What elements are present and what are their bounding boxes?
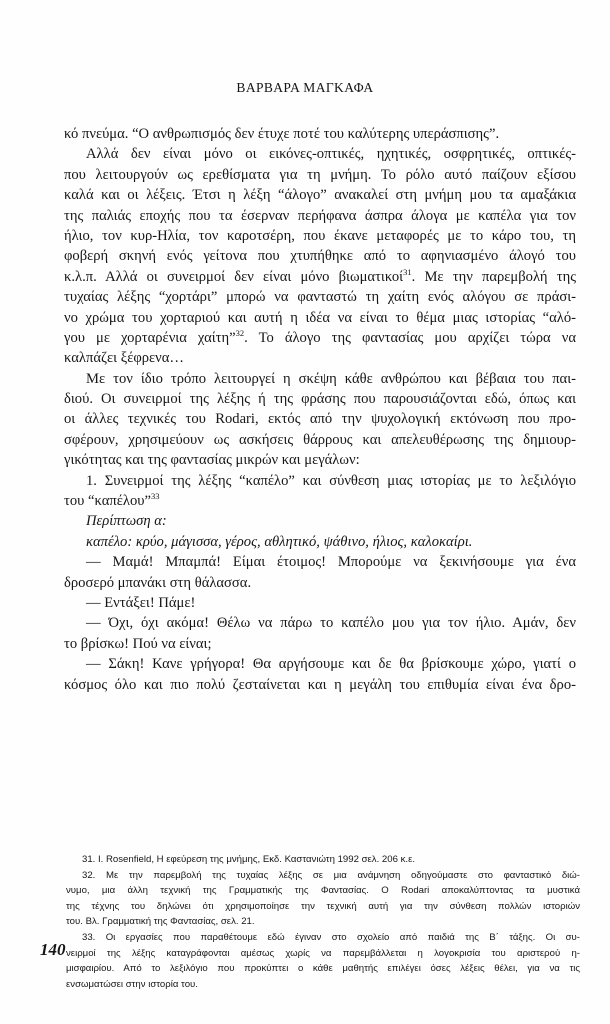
text-line: Αλλά δεν είναι μόνο οι εικόνες-οπτικές, ηχητικές, οσφρητικές, οπτικές- bbox=[86, 146, 576, 163]
text-line: της παλιάς εποχής που τα έσερναν περήφανα άσπρα άλογα με καπέλα για τον bbox=[64, 207, 576, 224]
footnote-line: νυμο, μια άλλη τεχνική της Γραμματικής της Φαντασίας. Ο Rodari αποκαλύπτοντας τα μυστικά bbox=[66, 885, 580, 897]
text-line: σφέρουν, χρησιμεύουν ως ασκήσεις θάρρους και απελευθέρωσης της δημιουρ- bbox=[64, 431, 576, 448]
text-line: Περίπτωση α: bbox=[86, 513, 167, 530]
text-line: γου με χορταρένια χαίτη”$^{32}$. Το άλογο της φαντασίας μου αρχίζει τώρα να bbox=[64, 328, 576, 346]
text-line: — Εντάξει! Πάμε! bbox=[86, 594, 196, 611]
running-header: ΒΑΡΒΑΡΑ ΜΑΓΚΑΦΑ bbox=[236, 80, 374, 95]
text-line: οι άλλες τεχνικές του Rodari, εκτός από την ψυχολογική εκτόνωση που προ- bbox=[64, 411, 576, 428]
footnote-line: 33. Οι εργασίες που παραθέτουμε εδώ έγιναν στο σχολείο από παιδιά της Β΄ τάξης. Οι συ- bbox=[82, 931, 580, 943]
footnote-line: 31. I. Rosenfield, Η εφεύρεση της μνήμης, Εκδ. Καστανιώτη 1992 σελ. 206 κ.ε. bbox=[82, 854, 416, 865]
text-line: τυχαίας λέξης “χορτάρι” μπορώ να φανταστώ τη χαίτη ενός αλόγου σε πράσι- bbox=[64, 289, 576, 306]
text-line: νο χρώμα του χορταριού και αυτή η ιδέα να είναι το θέμα μιας ιστορίας “αλό- bbox=[64, 309, 576, 326]
footnote-line: νειρμοί της λέξης καταγράφονται αμέσως χωρίς να παρεμβάλλεται η λογοκρισία του αριστερού η- bbox=[66, 947, 580, 959]
text-line: Με τον ίδιο τρόπο λειτουργεί η σκέψη κάθε ανθρώπου και βέβαια του παι- bbox=[86, 370, 576, 387]
footnote-reference: 31 bbox=[403, 266, 412, 277]
main-text bbox=[64, 124, 576, 695]
text-line: 1. Συνειρμοί της λέξης “καπέλο” και σύνθεση μιας ιστορίας με το λεξιλόγιο bbox=[86, 472, 576, 489]
text-line: καλά και οι λέξεις. Έτσι η λέξη “άλογο” ανακαλεί στη μνήμη μου τα αμαξάκια bbox=[64, 187, 576, 204]
text-line: γικότητας και της φαντασίας μικρών και μεγάλων: bbox=[64, 452, 360, 469]
text-line: καλπάζει ξέφρενα… bbox=[64, 350, 185, 367]
text-line: κ.λ.π. Αλλά οι συνειρμοί δεν είναι μόνο βιωματικοί$^{31}$. Με την παρεμβολή της bbox=[64, 266, 576, 285]
footnote-line: της τέχνης του δηλώνει ότι χρησιμοποίησε την τεχνική αυτή για την σύνθεση πολλών ιστοριών bbox=[66, 900, 580, 912]
text-line: — Όχι, όχι ακόμα! Θέλω να πάρω το καπέλο μου για τον ήλιο. Αμάν, δεν bbox=[86, 615, 576, 632]
footnotes bbox=[66, 852, 580, 992]
text-line: — Σάκη! Κανε γρήγορα! Θα αργήσουμε και δε θα βρίσκουμε χώρο, γιατί ο bbox=[86, 656, 576, 673]
text-line: κόσμος όλο και πιο πολύ ζεσταίνεται και η μεγάλη του επιθυμία είναι ένα δρο- bbox=[64, 676, 576, 693]
text-line: το βρίσκω! Πού να είναι; bbox=[64, 635, 212, 652]
text-line: ήλιο, τον κυρ-Ηλία, τον καροτσέρη, που έκανε μεταφορές με το κάρο του, τη bbox=[64, 227, 576, 244]
footnote-reference: 32 bbox=[235, 328, 245, 339]
text-line: — Μαμά! Μπαμπά! Είμαι έτοιμος! Μπορούμε να ξεκινήσουμε για ένα bbox=[86, 554, 576, 571]
footnote-line: μισφαιρίου. Από το λεξιλόγιο που προκύπτει ο κάθε μαθητής επιλέγει όσες λέξεις θέλει, για να τις bbox=[66, 963, 580, 975]
text-line: που λειτουργούν ως ερεθίσματα για τη μνήμη. Το ρόλο αυτό παίζουν εξίσου bbox=[64, 166, 576, 183]
text-line: κό πνεύμα. “Ο ανθρωπισμός δεν έτυχε ποτέ του καλύτερης υπεράσπισης”. bbox=[64, 126, 500, 142]
footnote-line: του. Βλ. Γραμματική της Φαντασίας, σελ. 21. bbox=[66, 916, 255, 928]
footnote-line: ενσωματώσει στην ιστορία του. bbox=[66, 978, 198, 990]
text-line: διού. Οι συνειρμοί της λέξης ή της φράσης που παρουσιάζονται εδώ, όπως και bbox=[64, 391, 576, 408]
text-line: του “καπέλου”$^{33}$ bbox=[64, 491, 160, 510]
text-line: καπέλο: κρύο, μάγισσα, γέρος, αθλητικό, ψάθινο, ήλιος, καλοκαίρι. bbox=[86, 533, 473, 550]
footnote-reference: 33 bbox=[150, 491, 160, 502]
page-number: 140 bbox=[40, 940, 66, 959]
text-line: φοβερή σκηνή ενός γείτονα που χτυπήθηκε από το αφηνιασμένο άλογό του bbox=[64, 248, 576, 265]
text-line: δροσερό μπανάκι στη θάλασσα. bbox=[64, 574, 252, 591]
footnote-line: 32. Με την παρεμβολή της τυχαίας λέξης σε μια ανάμνηση οδηγούμαστε στο φανταστικό διώ- bbox=[82, 869, 580, 881]
